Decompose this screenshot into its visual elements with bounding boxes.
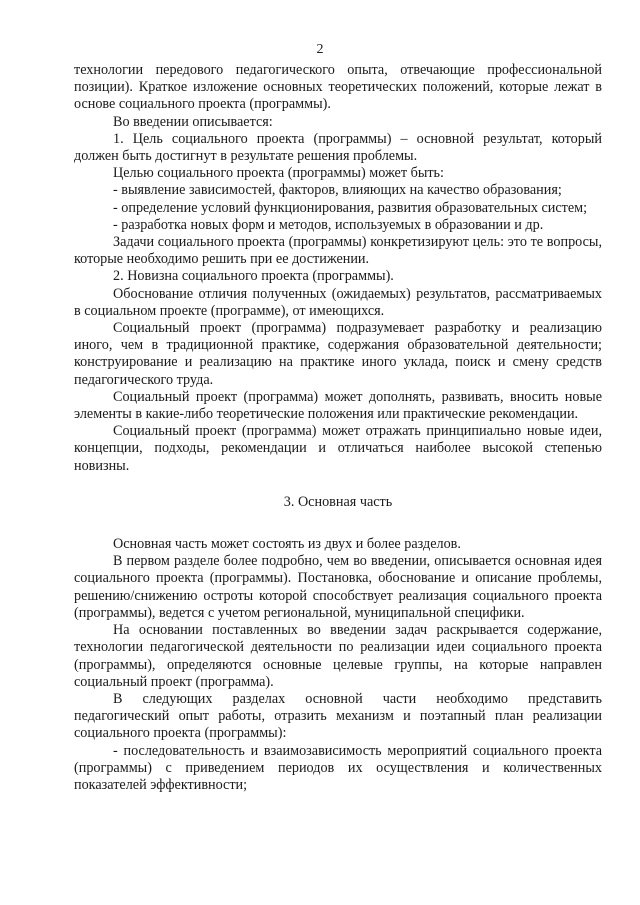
paragraph: Обоснование отличия полученных (ожидаемых) результатов, рассматриваемых в социальном проекте (программе), от имеющихся. [74, 285, 602, 319]
paragraph: технологии передового педагогического опыта, отвечающие профессиональной позиции). Краткое изложение основных теоретических положений, которые лежат в основе социального проекта (программы). [74, 62, 602, 113]
paragraph: Социальный проект (программа) может отражать принципиально новые идеи, концепции, подходы, рекомендации и отличаться наиболее высокой степенью новизны. [74, 423, 602, 474]
page-number: 2 [316, 42, 324, 57]
paragraph: 2. Новизна социального проекта (программы). [113, 268, 394, 285]
paragraph: Основная часть может состоять из двух и более разделов. [113, 536, 461, 553]
paragraph: На основании поставленных во введении задач раскрывается содержание, технологии педагогической деятельности по реализации идеи социального проекта (программы), определяются основные целевые группы, на которые направлен социальный проект (программа). [74, 622, 602, 690]
paragraph: Задачи социального проекта (программы) конкретизируют цель: это те вопросы, которые необходимо решить при ее достижении. [74, 234, 602, 268]
body-text [74, 62, 602, 794]
paragraph: Социальный проект (программа) может дополнять, развивать, вносить новые элементы в какие-либо теоретические положения или практические рекомендации. [74, 388, 602, 423]
list-item: - определение условий функционирования, развития образовательных систем; [113, 199, 588, 216]
paragraph: 1. Цель социального проекта (программы) – основной результат, который должен быть достигнут в результате решения проблемы. [74, 130, 602, 165]
list-item: - последовательность и взаимозависимость мероприятий социального проекта (программы) с приведением периодов их осуществления и количественных показателей эффективности; [74, 742, 602, 793]
paragraph: Во введении описывается: [113, 113, 273, 130]
paragraph: В первом разделе более подробно, чем во введении, описывается основная идея социального проекта (программы). Постановка, обоснование и описание проблемы, решению/снижению остроты которой способствует реализация социального проекта (программы), ведется с учетом региональной, муниципальной специфики. [74, 553, 602, 621]
list-item: - выявление зависимостей, факторов, влияющих на качество образования; [113, 182, 562, 199]
list-item: - разработка новых форм и методов, используемых в образовании и др. [113, 216, 544, 233]
paragraph: Социальный проект (программа) подразумевает разработку и реализацию иного, чем в традиционной практике, содержания образовательной деятельности; конструирование и реализацию на практике иного уклада, поиск и смену средств педагогического труда. [74, 320, 602, 388]
paragraph: В следующих разделах основной части необходимо представить педагогический опыт работы, отразить механизм и поэтапный план реализации социального проекта (программы): [74, 690, 602, 742]
paragraph: Целью социального проекта (программы) может быть: [113, 165, 444, 182]
section-heading: 3. Основная часть [283, 493, 393, 510]
